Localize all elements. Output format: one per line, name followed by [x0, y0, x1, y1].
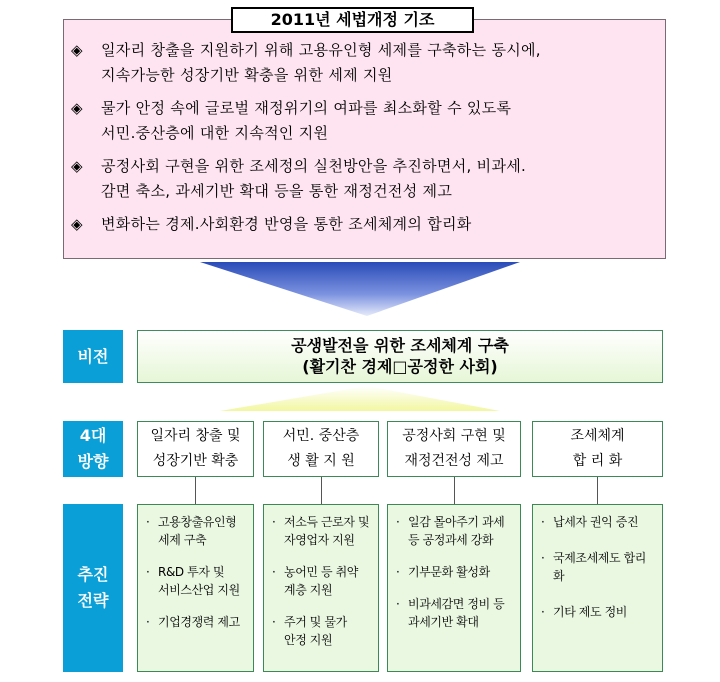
- diamond-bullet-icon: ◈: [71, 41, 83, 59]
- list-item: · 주거 및 물가 안정 지원: [272, 615, 347, 647]
- diamond-bullet-icon: ◈: [71, 215, 83, 233]
- vision-subtitle: (활기찬 경제□공정한 사회): [302, 357, 498, 376]
- list-item: [71, 38, 661, 88]
- bullet-line1: 물가 안정 속에 글로벌 재정위기의 여파를 최소화할 수 있도록: [101, 99, 512, 117]
- bullet-line1: 공정사회 구현을 위한 조세정의 실천방안을 추진하면서, 비과세.: [101, 157, 527, 175]
- bullet-line2: 지속가능한 성장기반 확충을 위한 세제 지원: [101, 66, 393, 84]
- connector-line: [195, 477, 196, 504]
- vision-label: 비전: [63, 330, 123, 383]
- list-item: [71, 96, 661, 146]
- strategy-column: [532, 504, 663, 672]
- bullet-line1: 일자리 창출을 지원하기 위해 고용유인형 세제를 구축하는 동시에,: [101, 41, 541, 59]
- list-item: · 기타 제도 정비: [541, 605, 627, 619]
- diamond-bullet-icon: ◈: [71, 157, 83, 175]
- direction-box: 조세체계 합 리 화: [532, 421, 663, 477]
- up-arrow-glow: [220, 386, 500, 411]
- list-item: · R&D 투자 및 서비스산업 지원: [146, 565, 240, 597]
- list-item: · 국제조세제도 합리화: [541, 551, 646, 583]
- vision-title: 공생발전을 위한 조세체계 구축: [291, 336, 509, 355]
- list-item: · 기부문화 활성화: [396, 565, 490, 579]
- list-item: · 기업경쟁력 제고: [146, 615, 240, 629]
- list-item: · 고용창출유인형 세제 구축: [146, 515, 237, 547]
- direction-box: 일자리 창출 및 성장기반 확충: [137, 421, 254, 477]
- direction-box: 서민. 중산층 생 활 지 원: [263, 421, 379, 477]
- connector-line: [454, 477, 455, 504]
- strategies-label: 추진 전략: [63, 504, 123, 672]
- strategy-column: [137, 504, 254, 672]
- diamond-bullet-icon: ◈: [71, 99, 83, 117]
- direction-box: 공정사회 구현 및 재정건전성 제고: [387, 421, 521, 477]
- list-item: [71, 212, 661, 237]
- policy-basis-title: 2011년 세법개정 기조: [231, 7, 474, 33]
- policy-basis-list: [71, 38, 661, 245]
- down-arrow: [200, 262, 520, 316]
- list-item: · 농어민 등 취약 계층 지원: [272, 565, 358, 597]
- list-item: · 납세자 권익 증진: [541, 515, 639, 529]
- bullet-line1: 변화하는 경제.사회환경 반영을 통한 조세체계의 합리화: [101, 215, 472, 233]
- vision-box: [137, 330, 663, 383]
- strategy-column: [387, 504, 521, 672]
- strategy-column: [263, 504, 379, 672]
- connector-line: [597, 477, 598, 504]
- list-item: · 저소득 근로자 및 자영업자 지원: [272, 515, 370, 547]
- bullet-line2: 서민.중산층에 대한 지속적인 지원: [101, 124, 329, 142]
- connector-line: [321, 477, 322, 504]
- list-item: [71, 154, 661, 204]
- list-item: · 비과세감면 정비 등 과세기반 확대: [396, 597, 505, 629]
- bullet-line2: 감면 축소, 과세기반 확대 등을 통한 재정건전성 제고: [101, 182, 453, 200]
- list-item: · 일감 몰아주기 과세 등 공정과세 강화: [396, 515, 505, 547]
- directions-label: 4대 방향: [63, 421, 123, 477]
